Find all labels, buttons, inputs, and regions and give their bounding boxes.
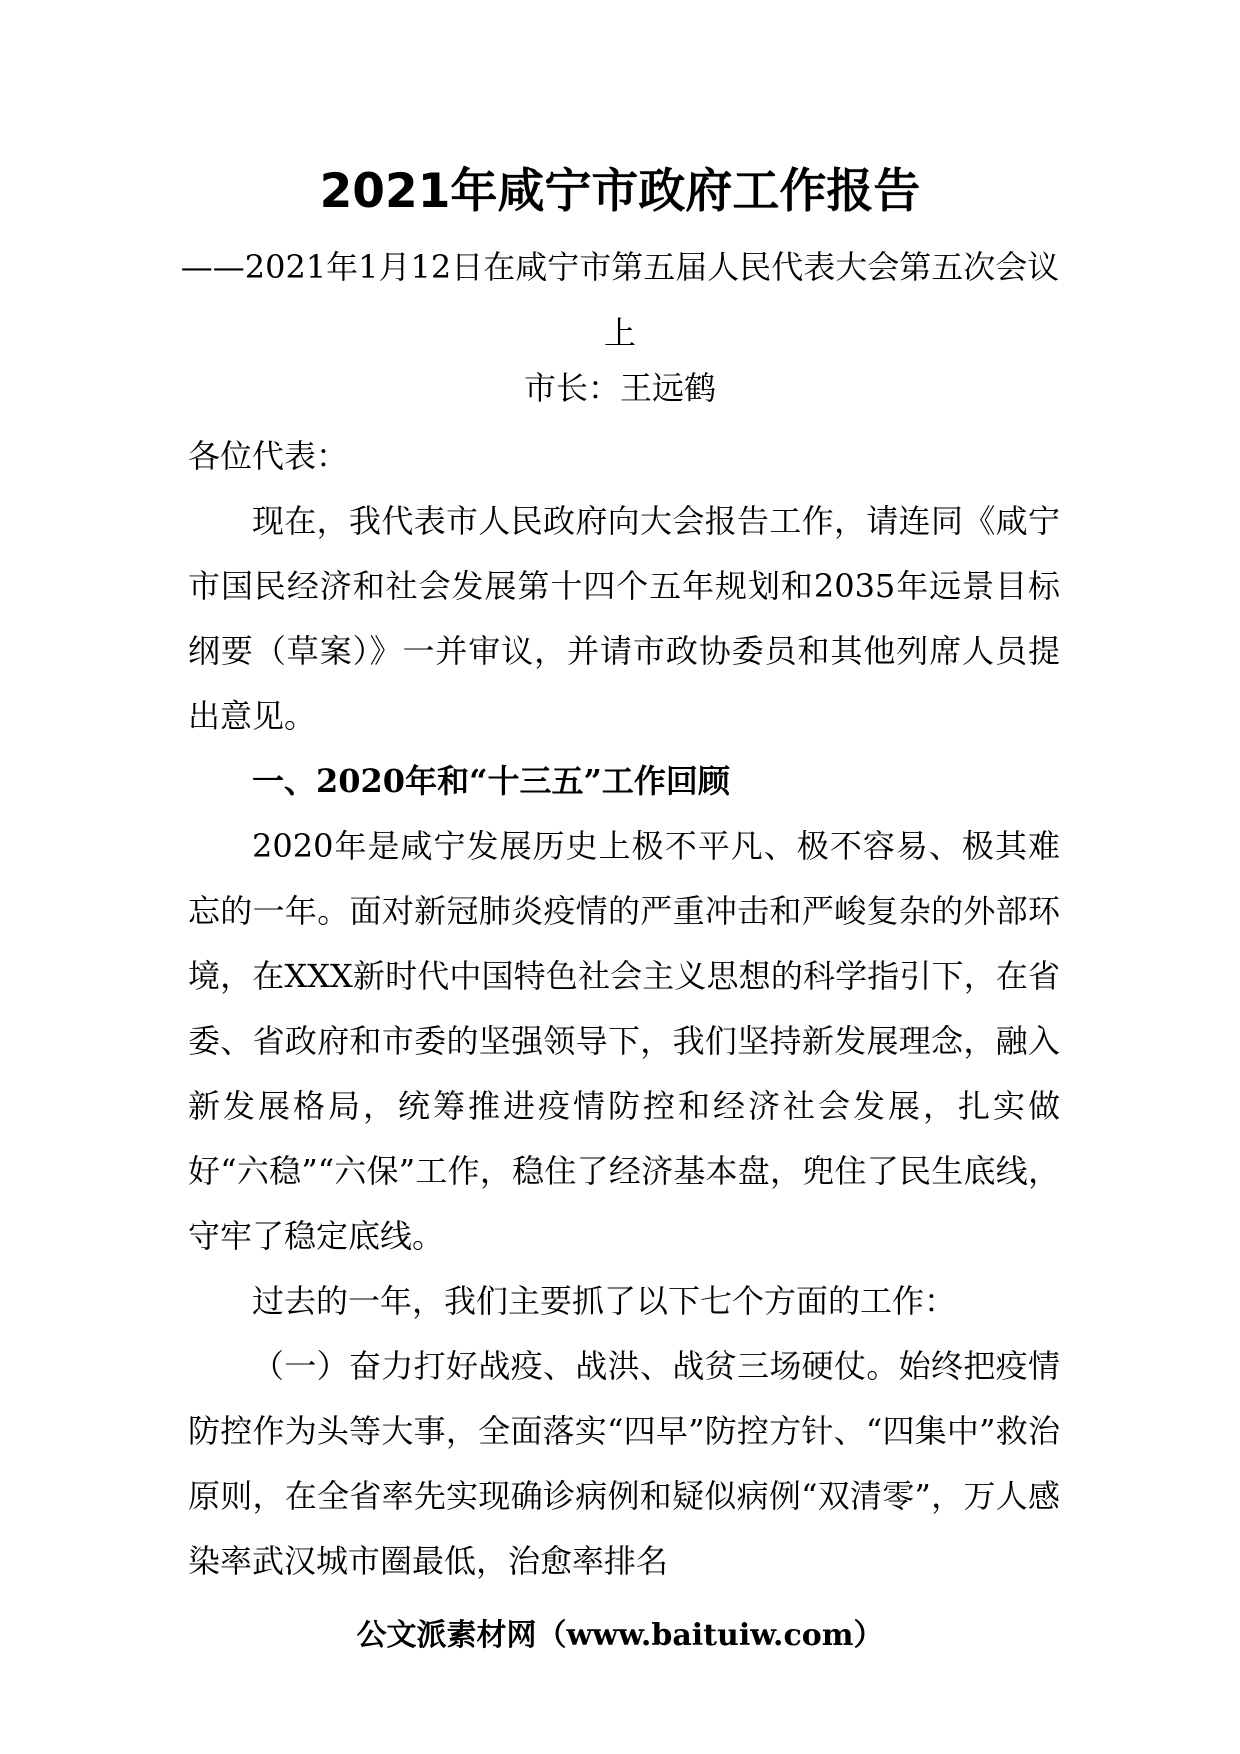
document-subtitle: ——2021年1月12日在咸宁市第五届人民代表大会第五次会议上 [180, 248, 1060, 352]
paragraph-summary: 过去的一年，我们主要抓了以下七个方面的工作： [252, 1282, 957, 1320]
footer-watermark: 公文派素材网（www.baituiw.com） [356, 1618, 884, 1653]
paragraph-item-1: （一）奋力打好战疫、战洪、战贫三场硬仗。始终把疫情防控作为头等大事，全面落实“四早”防控方针、“四集中”救治原则，在全省率先实现确诊病例和疑似病例“双清零”，万人感染率武汉城市圈最低，治愈率排名 [188, 1347, 1060, 1580]
salutation: 各位代表： [188, 437, 349, 475]
section-heading: 一、2020年和“十三五”工作回顾 [252, 762, 730, 800]
document-author: 市长：王远鹤 [523, 369, 716, 407]
paragraph-intro: 现在，我代表市人民政府向大会报告工作，请连同《咸宁市国民经济和社会发展第十四个五年规划和2035年远景目标纲要（草案）》一并审议，并请市政协委员和其他列席人员提出意见。 [188, 502, 1060, 735]
paragraph-review: 2020年是咸宁发展历史上极不平凡、极不容易、极其难忘的一年。面对新冠肺炎疫情的严重冲击和严峻复杂的外部环境，在XXX新时代中国特色社会主义思想的科学指引下，在省委、省政府和市委的坚强领导下，我们坚持新发展理念，融入新发展格局，统筹推进疫情防控和经济社会发展，扎实做好“六稳”“六保”工作，稳住了经济基本盘，兜住了民生底线，守牢了稳定底线。 [188, 827, 1060, 1255]
document-body [188, 424, 1060, 1594]
document-title: 2021年咸宁市政府工作报告 [319, 164, 921, 219]
